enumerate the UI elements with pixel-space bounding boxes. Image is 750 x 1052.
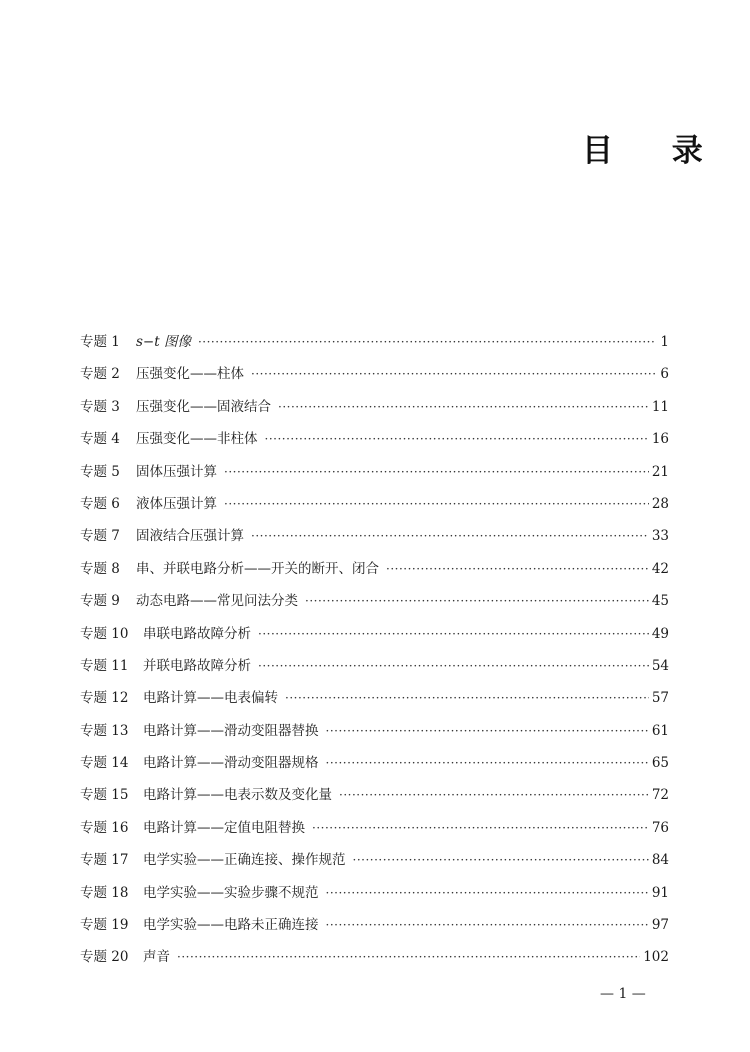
toc-entry-number: 专题 5 <box>80 463 120 480</box>
toc-entry-number: 专题 17 <box>80 852 129 869</box>
toc-entry-title: 压强变化——非柱体 <box>136 431 258 448</box>
toc-entry-number: 专题 6 <box>80 495 120 512</box>
dot-leader <box>326 877 649 909</box>
toc-entry-number: 专题 8 <box>80 560 120 577</box>
toc-entry-title: 液体压强计算 <box>136 495 217 512</box>
toc-entry-page: 76 <box>651 819 669 836</box>
toc-entry-number: 专题 7 <box>80 528 120 545</box>
table-of-contents <box>80 326 669 974</box>
page-title: 目 录 <box>582 132 727 169</box>
toc-entry-page: 42 <box>651 560 669 577</box>
toc-entry-page: 21 <box>651 463 669 480</box>
toc-entry-page: 97 <box>651 917 669 934</box>
dot-leader <box>224 488 649 520</box>
toc-entry[interactable] <box>80 585 669 617</box>
toc-entry[interactable] <box>80 456 669 488</box>
toc-entry[interactable] <box>80 618 669 650</box>
toc-entry-page: 102 <box>643 949 669 966</box>
dot-leader <box>386 553 649 585</box>
toc-entry-number: 专题 15 <box>80 787 129 804</box>
toc-entry-title: 电路计算——定值电阻替换 <box>143 819 305 836</box>
toc-entry-title: 固液结合压强计算 <box>136 528 244 545</box>
dot-leader <box>305 585 649 617</box>
toc-entry-number: 专题 14 <box>80 755 129 772</box>
toc-entry[interactable] <box>80 488 669 520</box>
toc-entry-page: 45 <box>651 593 669 610</box>
toc-entry-page: 16 <box>651 431 669 448</box>
toc-entry-title: 串、并联电路分析——开关的断开、闭合 <box>136 560 379 577</box>
toc-entry-title: 压强变化——柱体 <box>136 366 244 383</box>
toc-entry-title: 电路计算——电表偏转 <box>143 690 278 707</box>
dot-leader <box>251 520 649 552</box>
toc-entry-number: 专题 13 <box>80 722 129 739</box>
toc-entry[interactable] <box>80 682 669 714</box>
toc-entry-title: 电路计算——滑动变阻器替换 <box>143 722 319 739</box>
toc-entry[interactable] <box>80 520 669 552</box>
toc-entry-title: 声音 <box>143 949 170 966</box>
toc-entry-number: 专题 3 <box>80 398 120 415</box>
toc-entry[interactable] <box>80 877 669 909</box>
dot-leader <box>177 941 640 973</box>
toc-entry[interactable] <box>80 779 669 811</box>
toc-entry[interactable] <box>80 941 669 973</box>
dot-leader <box>265 423 649 455</box>
toc-entry-number: 专题 19 <box>80 917 129 934</box>
toc-entry-title: 固体压强计算 <box>136 463 217 480</box>
toc-entry[interactable] <box>80 423 669 455</box>
toc-entry-title: s−t 图像 <box>136 334 191 350</box>
toc-entry-title: 电学实验——实验步骤不规范 <box>143 884 319 901</box>
toc-entry-page: 11 <box>651 398 669 415</box>
toc-entry[interactable] <box>80 715 669 747</box>
toc-entry-number: 专题 20 <box>80 949 129 966</box>
toc-entry-page: 33 <box>651 528 669 545</box>
toc-entry-title: 电路计算——滑动变阻器规格 <box>143 755 319 772</box>
toc-entry-number: 专题 16 <box>80 819 129 836</box>
toc-entry-number: 专题 11 <box>80 657 129 674</box>
toc-entry-page: 84 <box>651 852 669 869</box>
dot-leader <box>258 618 649 650</box>
toc-entry-title: 压强变化——固液结合 <box>136 398 271 415</box>
dot-leader <box>326 715 649 747</box>
dot-leader <box>353 844 649 876</box>
toc-entry-number: 专题 4 <box>80 431 120 448</box>
toc-entry-page: 65 <box>651 755 669 772</box>
toc-entry[interactable] <box>80 812 669 844</box>
toc-entry[interactable] <box>80 747 669 779</box>
toc-entry-number: 专题 1 <box>80 334 120 350</box>
dot-leader <box>285 682 649 714</box>
dot-leader <box>198 326 656 358</box>
toc-entry[interactable] <box>80 553 669 585</box>
toc-entry-number: 专题 2 <box>80 366 120 383</box>
toc-entry-page: 28 <box>651 495 669 512</box>
toc-entry-page: 6 <box>660 366 669 383</box>
toc-entry-title: 电路计算——电表示数及变化量 <box>143 787 332 804</box>
dot-leader <box>224 456 649 488</box>
toc-entry-number: 专题 18 <box>80 884 129 901</box>
dot-leader <box>326 909 649 941</box>
dot-leader <box>339 779 649 811</box>
toc-entry-page: 91 <box>651 884 669 901</box>
page-number: — 1 — <box>600 986 646 1002</box>
toc-entry-page: 1 <box>660 334 669 350</box>
toc-entry[interactable] <box>80 909 669 941</box>
toc-entry-number: 专题 9 <box>80 593 120 610</box>
toc-entry[interactable] <box>80 326 669 358</box>
toc-entry-number: 专题 12 <box>80 690 129 707</box>
dot-leader <box>278 391 649 423</box>
toc-entry-page: 61 <box>651 722 669 739</box>
toc-entry-page: 49 <box>651 625 669 642</box>
toc-entry-title: 并联电路故障分析 <box>143 657 251 674</box>
dot-leader <box>258 650 649 682</box>
dot-leader <box>312 812 649 844</box>
toc-entry[interactable] <box>80 844 669 876</box>
toc-entry-page: 54 <box>651 657 669 674</box>
toc-entry-title: 动态电路——常见问法分类 <box>136 593 298 610</box>
toc-entry[interactable] <box>80 391 669 423</box>
toc-entry[interactable] <box>80 650 669 682</box>
toc-entry-page: 72 <box>651 787 669 804</box>
dot-leader <box>326 747 649 779</box>
toc-entry-number: 专题 10 <box>80 625 129 642</box>
toc-entry-page: 57 <box>651 690 669 707</box>
toc-entry[interactable] <box>80 358 669 390</box>
toc-entry-title: 电学实验——正确连接、操作规范 <box>143 852 346 869</box>
toc-entry-title: 电学实验——电路未正确连接 <box>143 917 319 934</box>
toc-entry-title: 串联电路故障分析 <box>143 625 251 642</box>
dot-leader <box>251 358 656 390</box>
